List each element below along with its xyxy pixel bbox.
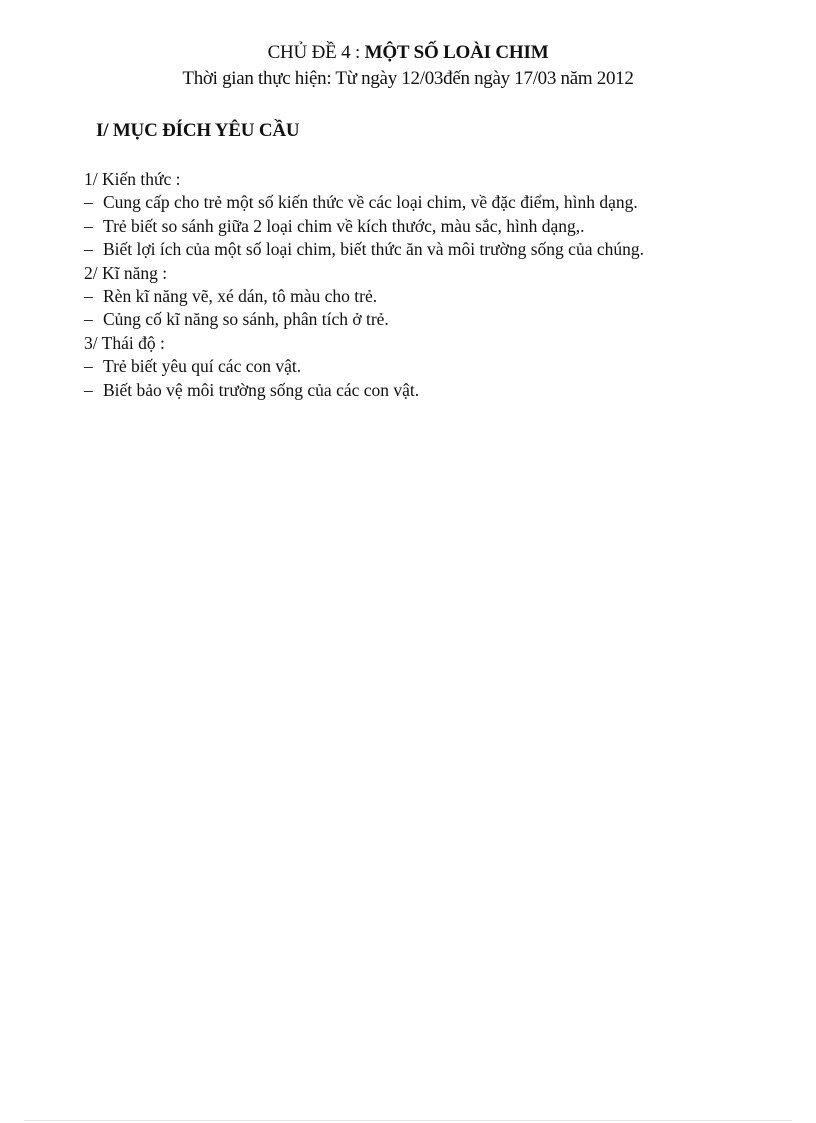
list-item — [84, 379, 784, 402]
bullet-dash: – — [84, 239, 93, 260]
list-item-text: Trẻ biết yêu quí các con vật. — [103, 356, 302, 377]
title-prefix: CHỦ ĐỀ 4 : — [267, 42, 365, 63]
list-item-text: Rèn kĩ năng vẽ, xé dán, tô màu cho trẻ. — [103, 286, 378, 307]
bullet-dash: – — [84, 379, 93, 400]
list-item-text: Củng cố kĩ năng so sánh, phân tích ở trẻ. — [103, 309, 389, 330]
objectives-content — [84, 168, 784, 402]
page-title — [0, 40, 816, 66]
page-subtitle: Thời gian thực hiện: Từ ngày 12/03đến ngày 17/03 năm 2012 — [182, 68, 634, 89]
bullet-dash: – — [84, 356, 93, 377]
list-item — [84, 355, 784, 378]
list-item — [84, 215, 784, 238]
list-item-text: Cung cấp cho trẻ một số kiến thức về các loại chim, về đặc điểm, hình dạng. — [103, 192, 638, 213]
title-block — [0, 40, 816, 92]
list-item — [84, 308, 784, 331]
page-bottom-rule — [24, 1120, 792, 1121]
group-label-attitude: 3/ Thái độ : — [84, 332, 165, 353]
list-item — [84, 285, 784, 308]
bullet-dash: – — [84, 309, 93, 330]
group-label-skills: 2/ Kĩ năng : — [84, 262, 168, 283]
bullet-dash: – — [84, 215, 93, 236]
section-heading: I/ MỤC ĐÍCH YÊU CẦU — [96, 120, 300, 141]
list-item — [84, 191, 784, 214]
bullet-dash: – — [84, 192, 93, 213]
title-main: MỘT SỐ LOÀI CHIM — [364, 42, 549, 63]
list-item-text: Trẻ biết so sánh giữa 2 loại chim về kích thước, màu sắc, hình dạng,. — [103, 215, 585, 236]
list-item — [84, 238, 784, 261]
bullet-dash: – — [84, 286, 93, 307]
list-item-text: Biết lợi ích của một số loại chim, biết thức ăn và môi trường sống của chúng. — [103, 239, 644, 260]
list-item-text: Biết bảo vệ môi trường sống của các con vật. — [103, 379, 420, 400]
group-label-knowledge: 1/ Kiến thức : — [84, 169, 181, 189]
